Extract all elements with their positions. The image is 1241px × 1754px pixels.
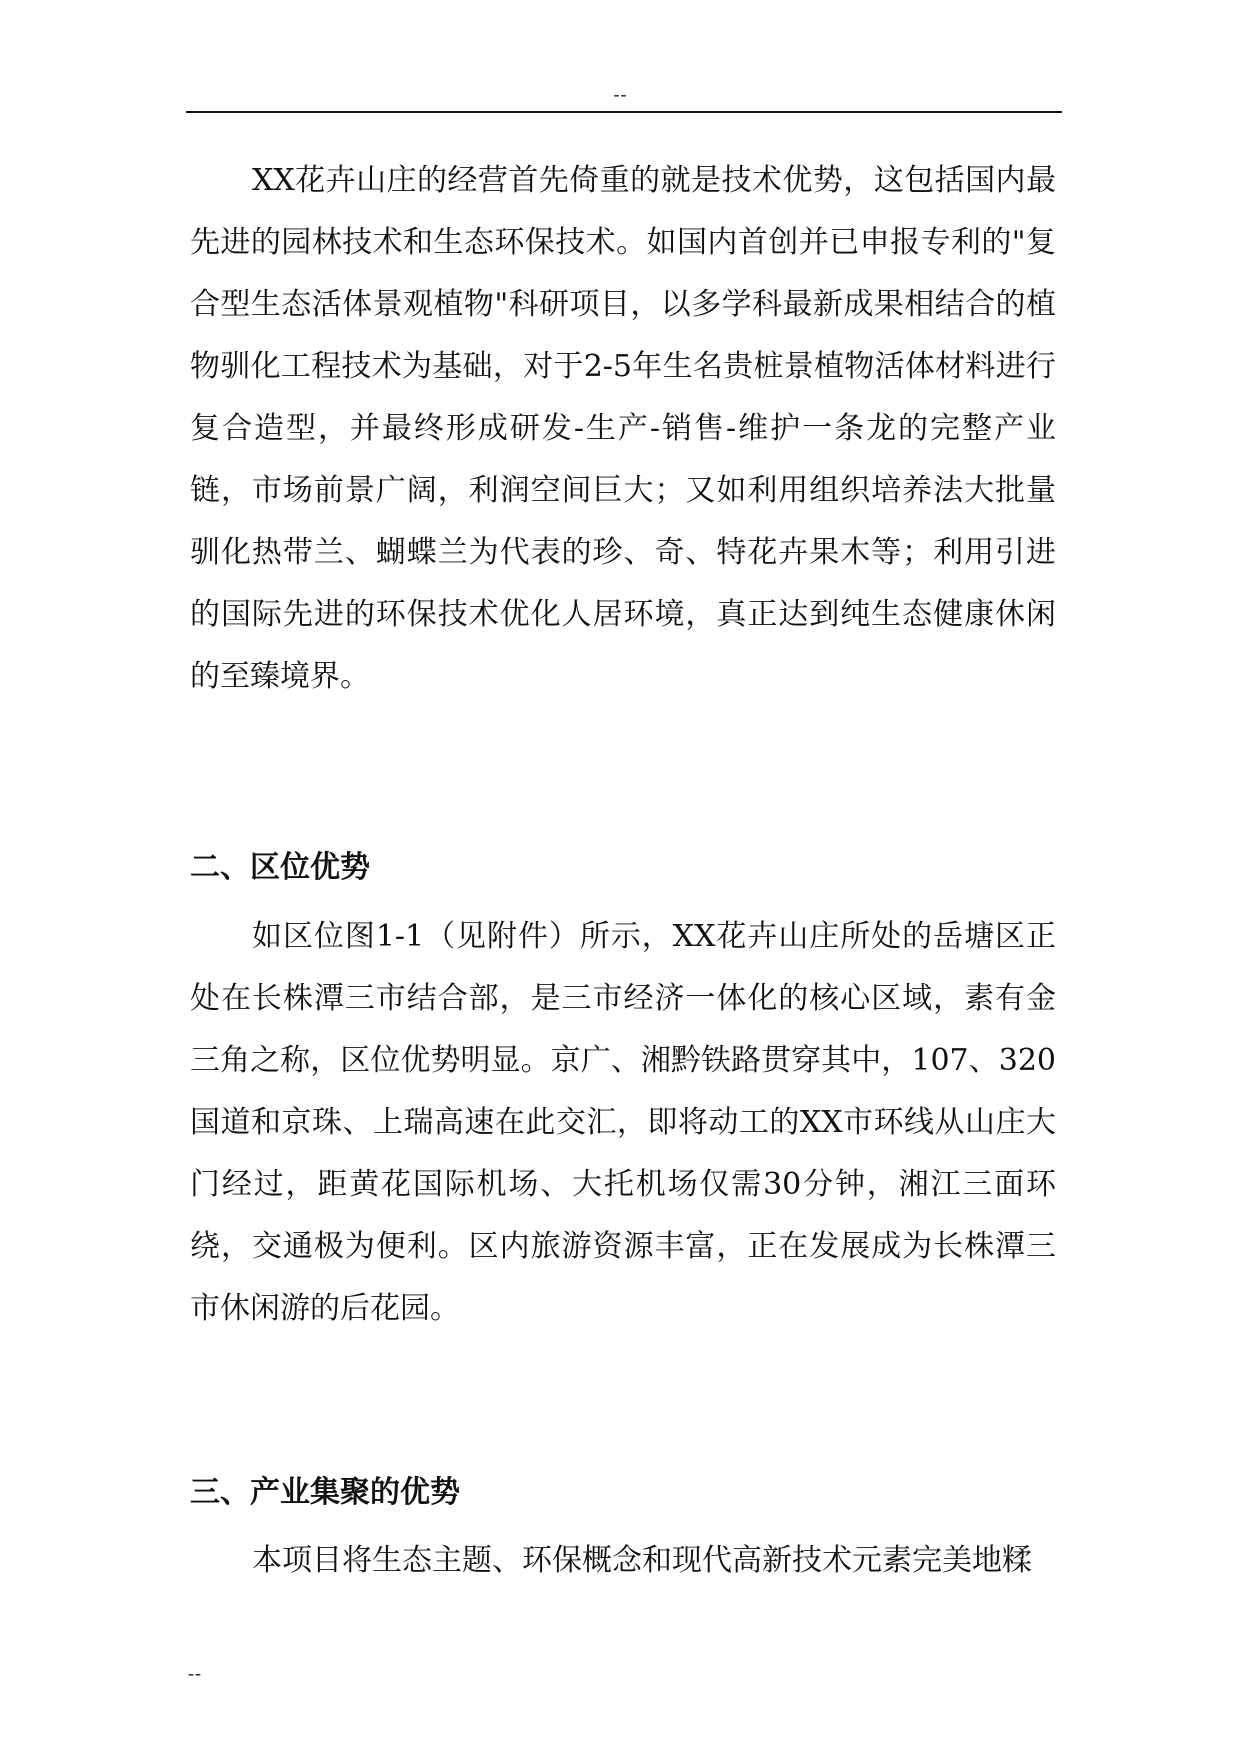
section-heading-industry: 三、产业集聚的优势 xyxy=(190,1475,460,1510)
page-header-mark: -- xyxy=(613,84,628,104)
section-heading-location: 二、区位优势 xyxy=(190,850,370,885)
page-footer-mark: -- xyxy=(188,1663,202,1683)
intro-paragraph: XX花卉山庄的经营首先倚重的就是技术优势，这包括国内最先进的园林技术和生态环保技术。如国内首创并已申报专利的"复合型生态活体景观植物"科研项目，以多学科最新成果相结合的植物驯化工程技术为基础，对于2-5年生名贵桩景植物活体材料进行复合造型，并最终形成研发-生产-销售-维护一条龙的完整产业链，市场前景广阔，利润空间巨大；又如利用组织培养法大批量驯化热带兰、蝴蝶兰为代表的珍、奇、特花卉果木等；利用引进的国际先进的环保技术优化人居环境，真正达到纯生态健康休闲的至臻境界。 xyxy=(190,163,1056,694)
location-paragraph: 如区位图1-1（见附件）所示，XX花卉山庄所处的岳塘区正处在长株潭三市结合部，是三市经济一体化的核心区域，素有金三角之称，区位优势明显。京广、湘黔铁路贯穿其中，107、320国道和京珠、上瑞高速在此交汇，即将动工的XX市环线从山庄大门经过，距黄花国际机场、大托机场仅需30分钟，湘江三面环绕，交通极为便利。区内旅游资源丰富，正在发展成为长株潭三市休闲游的后花园。 xyxy=(190,919,1056,1326)
industry-paragraph: 本项目将生态主题、环保概念和现代高新技术元素完美地糅 xyxy=(252,1543,1032,1578)
header-divider xyxy=(186,111,1062,113)
